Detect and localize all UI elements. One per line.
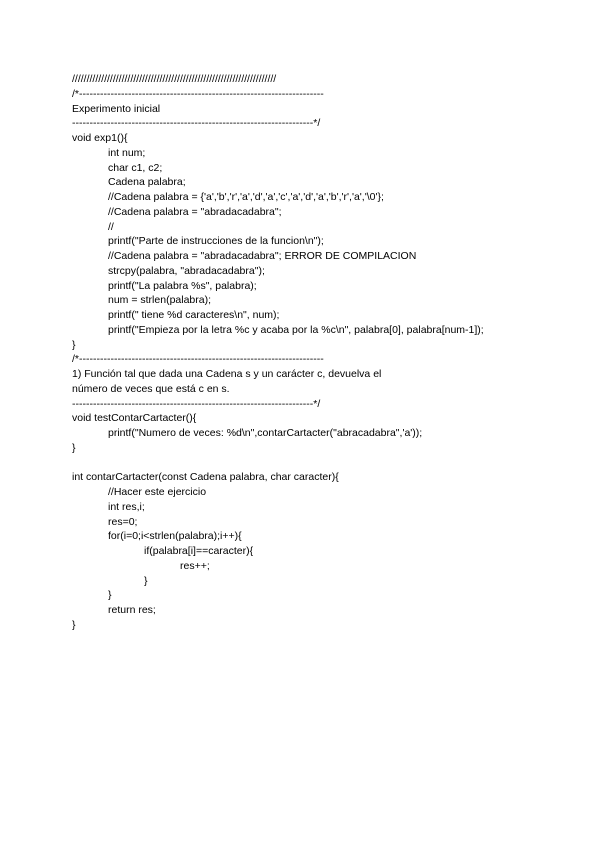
code-line: } (72, 441, 76, 454)
code-line: return res; (108, 604, 156, 616)
code-line: char c1, c2; (108, 161, 163, 174)
code-line: for(i=0;i<strlen(palabra);i++){ (108, 530, 242, 543)
code-line: res++; (180, 559, 210, 572)
code-line: } (72, 618, 76, 631)
function-signature: void testContarCartacter(){ (72, 412, 197, 425)
comment-line: /*---------------------------------------------------------------------- (72, 87, 324, 100)
code-line: printf("Empieza por la letra %c y acaba por la %c\n", palabra[0], palabra[num-1]); (108, 323, 484, 336)
comment-line: ---------------------------------------------------------------------*/ (72, 117, 321, 130)
code-line: // (108, 220, 114, 233)
code-line: //Cadena palabra = "abradacadabra"; (108, 205, 282, 218)
code-line: } (108, 589, 112, 602)
code-line: printf("Numero de veces: %d\n",contarCartacter("abracadabra",'a')); (108, 427, 423, 439)
exercise-statement: 1) Función tal que dada una Cadena s y un carácter c, devuelva el (72, 368, 382, 380)
code-line: //Cadena palabra = "abradacadabra"; ERROR DE COMPILACION (108, 250, 417, 262)
code-line: printf("Parte de instrucciones de la funcion\n"); (108, 235, 324, 248)
section-heading: Experimento inicial (72, 102, 161, 115)
code-line: ////////////////////////////////////////////////////////////////////// (72, 73, 277, 85)
function-signature: void exp1(){ (72, 132, 128, 144)
code-line: //Hacer este ejercicio (108, 486, 207, 498)
code-line: int num; (108, 146, 146, 159)
exercise-statement: número de veces que está c en s. (72, 382, 230, 395)
code-line: int res,i; (108, 500, 145, 513)
code-line: num = strlen(palabra); (108, 294, 212, 307)
code-line: printf(" tiene %d caracteres\n", num); (108, 309, 280, 321)
code-line: printf("La palabra %s", palabra); (108, 279, 257, 292)
code-line: //Cadena palabra = {'a','b','r','a','d','a','c','a','d','a','b','r','a','\0'}; (108, 191, 384, 203)
blank-line (72, 456, 572, 471)
comment-line: /*---------------------------------------------------------------------- (72, 353, 324, 366)
code-line: Cadena palabra; (108, 176, 186, 189)
comment-line: ---------------------------------------------------------------------*/ (72, 397, 321, 410)
code-line: } (72, 338, 76, 351)
code-line: res=0; (108, 515, 138, 528)
code-line: if(palabra[i]==caracter){ (144, 545, 254, 557)
function-signature: int contarCartacter(const Cadena palabra, char caracter){ (72, 471, 339, 484)
code-listing (72, 72, 572, 633)
code-line: strcpy(palabra, "abradacadabra"); (108, 264, 265, 277)
code-line: } (144, 574, 148, 587)
